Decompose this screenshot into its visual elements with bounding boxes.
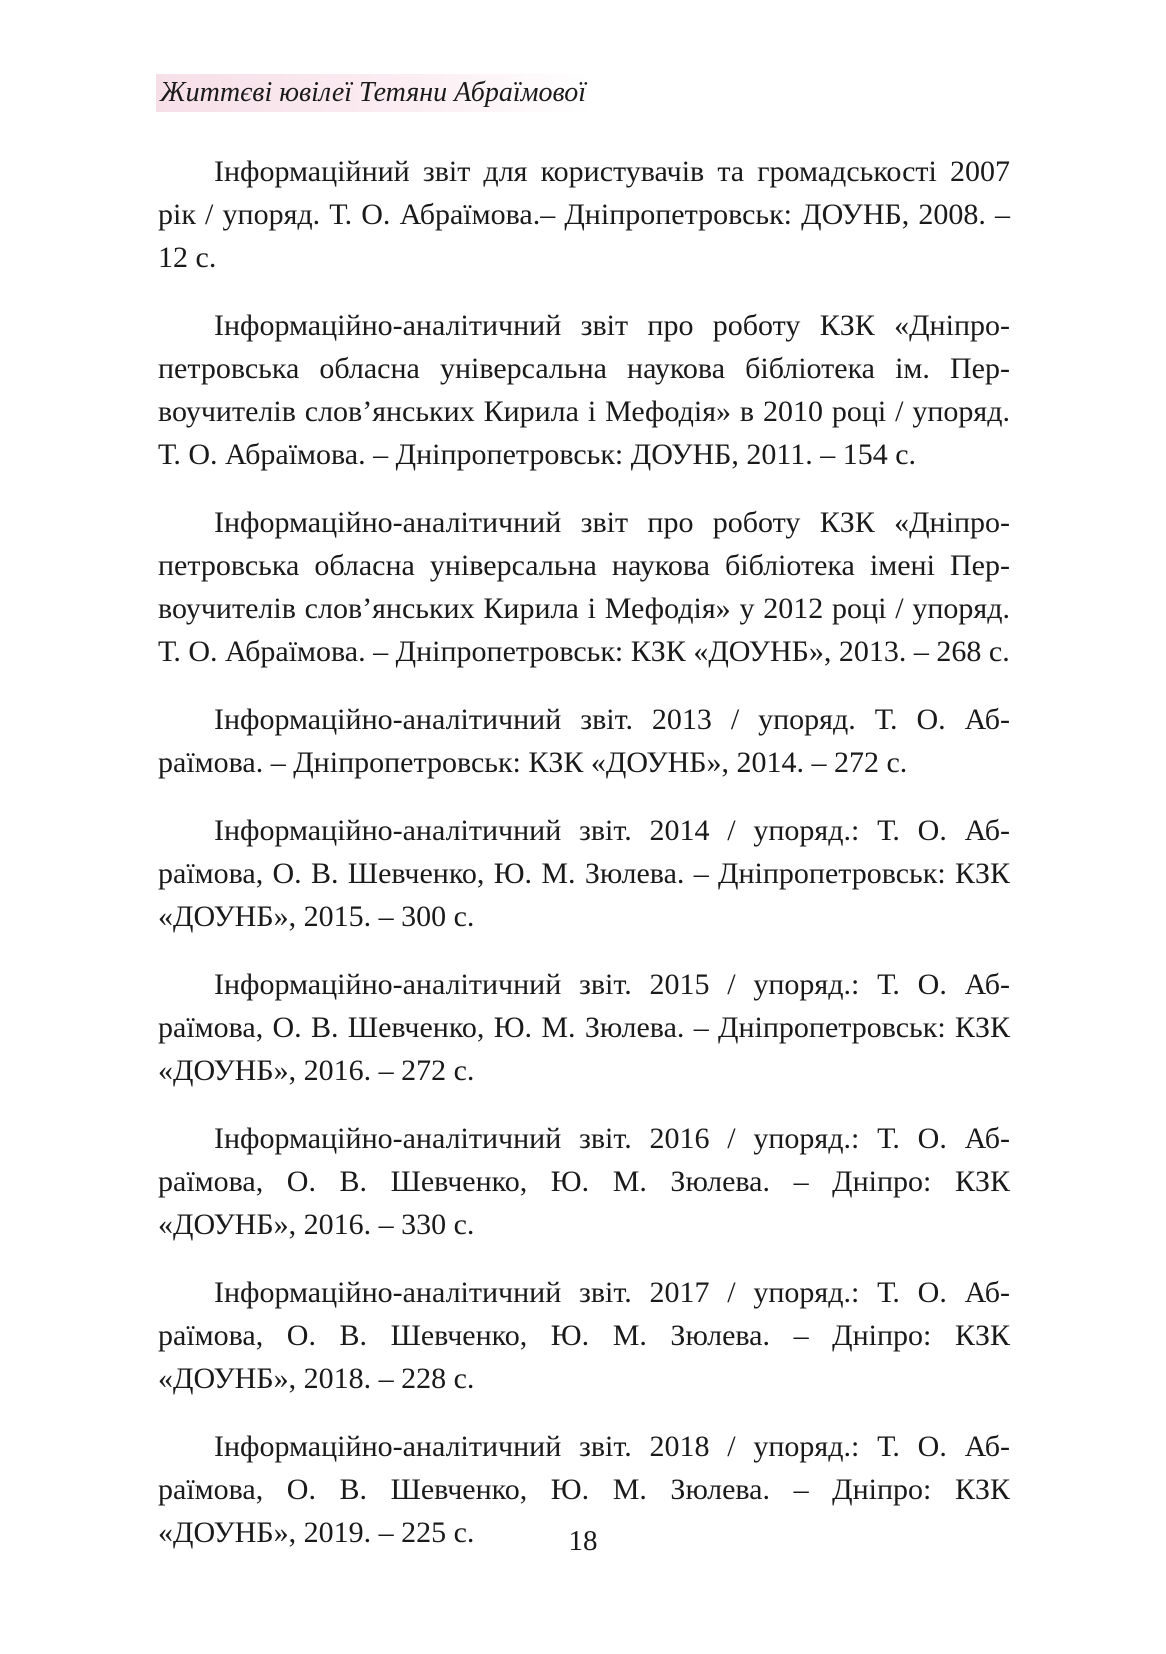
running-header: Життєві ювілеї Тетяни Абраїмової [156, 74, 590, 112]
bibliography-entry: Інформаційний звіт для користувачів та громадськості 2007 рік / упоряд. Т. О. Абраїмова.– Дніпропетровськ: ДОУНБ, 2008. – 12 с. [158, 155, 1010, 274]
bibliography-entry: Інформаційно-аналітичний звіт. 2014 / упоряд.: Т. О. Абраїмова, О. В. Шевченко, Ю. М. Зюлева. – Дніпропетровськ: КЗК «ДОУНБ», 2015. – 300 с. [158, 814, 1010, 933]
bibliography-entry: Інформаційно-аналітичний звіт про роботу КЗК «Дніпропетровська обласна універсальна наукова бібліотека ім. Первоучителів слов’янських Кирила і Мефодія» в 2010 році / упоряд. Т. О. Абраїмова. – Дніпропетровськ: ДОУНБ, 2011. – 154 с. [158, 309, 1010, 471]
bibliography-entry: Інформаційно-аналітичний звіт. 2015 / упоряд.: Т. О. Абраїмова, О. В. Шевченко, Ю. М. Зюлева. – Дніпропетровськ: КЗК «ДОУНБ», 2016. – 272 с. [158, 968, 1010, 1087]
bibliography-list [158, 150, 1010, 1579]
bibliography-entry: Інформаційно-аналітичний звіт про роботу КЗК «Дніпропетровська обласна універсальна наукова бібліотека імені Первоучителів слов’янських Кирила і Мефодія» у 2012 році / упоряд. Т. О. Абраїмова. – Дніпропетровськ: КЗК «ДОУНБ», 2013. – 268 с. [158, 506, 1010, 668]
bibliography-entry: Інформаційно-аналітичний звіт. 2013 / упоряд. Т. О. Абраїмова. – Дніпропетровськ: КЗК «ДОУНБ», 2014. – 272 с. [158, 703, 1010, 779]
page-number: 18 [568, 1525, 598, 1557]
bibliography-entry: Інформаційно-аналітичний звіт. 2017 / упоряд.: Т. О. Абраїмова, О. В. Шевченко, Ю. М. Зюлева. – Дніпро: КЗК «ДОУНБ», 2018. – 228 с. [158, 1276, 1010, 1395]
bibliography-entry: Інформаційно-аналітичний звіт. 2018 / упоряд.: Т. О. Абраїмова, О. В. Шевченко, Ю. М. Зюлева. – Дніпро: КЗК «ДОУНБ», 2019. – 225 с. [158, 1430, 1010, 1549]
bibliography-entry: Інформаційно-аналітичний звіт. 2016 / упоряд.: Т. О. Абраїмова, О. В. Шевченко, Ю. М. Зюлева. – Дніпро: КЗК «ДОУНБ», 2016. – 330 с. [158, 1122, 1010, 1241]
